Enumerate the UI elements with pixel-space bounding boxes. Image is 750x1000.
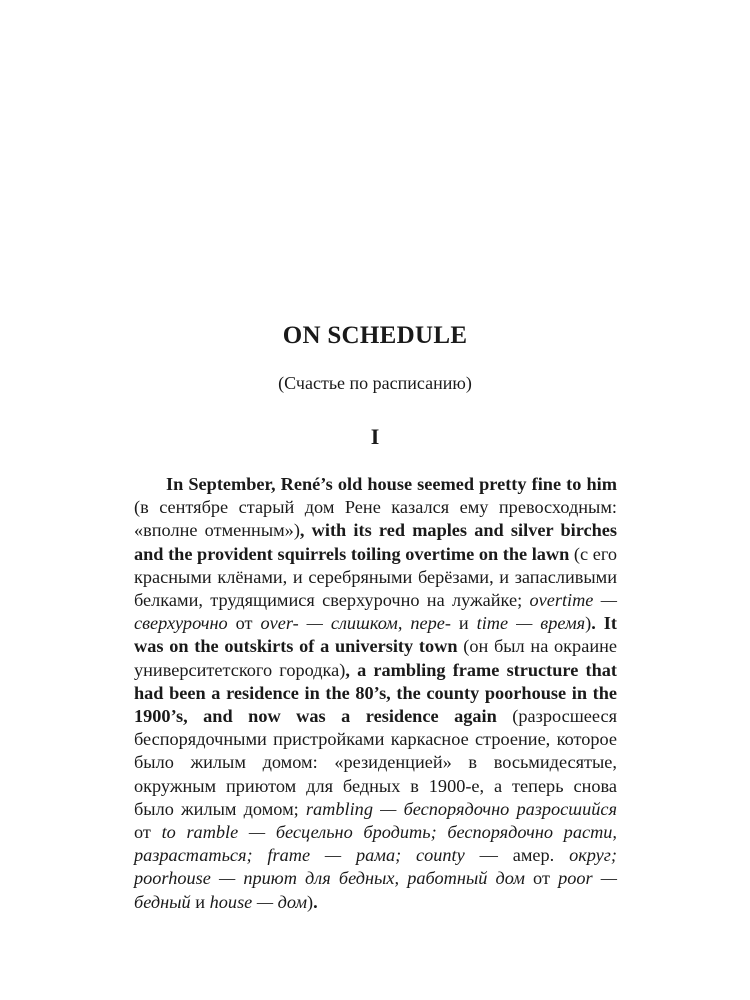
text-run-note: house — дом (209, 891, 308, 912)
text-run-translation: от (524, 868, 559, 889)
text-run-translation: и (190, 891, 210, 912)
text-run-note: to ramble — бесцельно бродить; беспорядочно расти, разрастаться; frame — рама; county (134, 822, 617, 866)
text-run-translation: и (450, 613, 477, 634)
text-run-note: poor — бедный (134, 868, 617, 912)
text-run-translation: от (134, 822, 162, 843)
text-run-translation: от (227, 613, 261, 634)
text-run-bold: , a rambling frame structure that had been a residence in the 80’s, the county poorhouse in the 1900’s, and now was a residence again (134, 659, 617, 727)
text-run-translation: (с его красными клёнами, и серебряными берёзами, и запасливыми белками, трудящимися сверхурочно на лужайке; (134, 543, 617, 611)
text-run-translation: — амер. (464, 845, 570, 866)
text-run-note: over- — слишком, пере- (260, 613, 451, 634)
text-run-translation: (разросшееся беспорядочными пристройками каркасное строение, которое было жилым домом: «резиденцией» в восьмидесятые, окружным приютом для бедных в 1900-е, а теперь снова было жилым домом; (134, 706, 617, 819)
chapter-subtitle: (Счастье по расписанию) (278, 373, 472, 393)
text-run-note: округ; poorhouse — приют для бедных, работный дом (134, 845, 617, 889)
text-run-note: time — время (476, 613, 586, 634)
chapter-title: ON SCHEDULE (282, 322, 468, 349)
text-run-translation: ) (307, 891, 314, 912)
text-run-translation: (он был на окраине университетского городка) (134, 636, 617, 680)
text-run-bold: In September, René’s old house seemed pretty fine to him (166, 474, 617, 494)
text-run-bold: . It was on the outskirts of a university town (134, 613, 617, 657)
text-run-note: rambling — беспорядочно разросшийся (305, 798, 617, 819)
text-run-translation: (в сентябре старый дом Рене казался ему превосходным: «вполне отменным») (134, 497, 617, 541)
text-run-translation: ) (585, 613, 592, 634)
text-run-bold: , with its red maples and silver birches and the provident squirrels toiling overtime on the lawn (134, 520, 617, 564)
body-paragraph (134, 473, 617, 914)
text-run-bold: . (313, 891, 318, 912)
section-number: I (370, 424, 380, 449)
text-run-note: overtime — сверхурочно (134, 590, 617, 634)
